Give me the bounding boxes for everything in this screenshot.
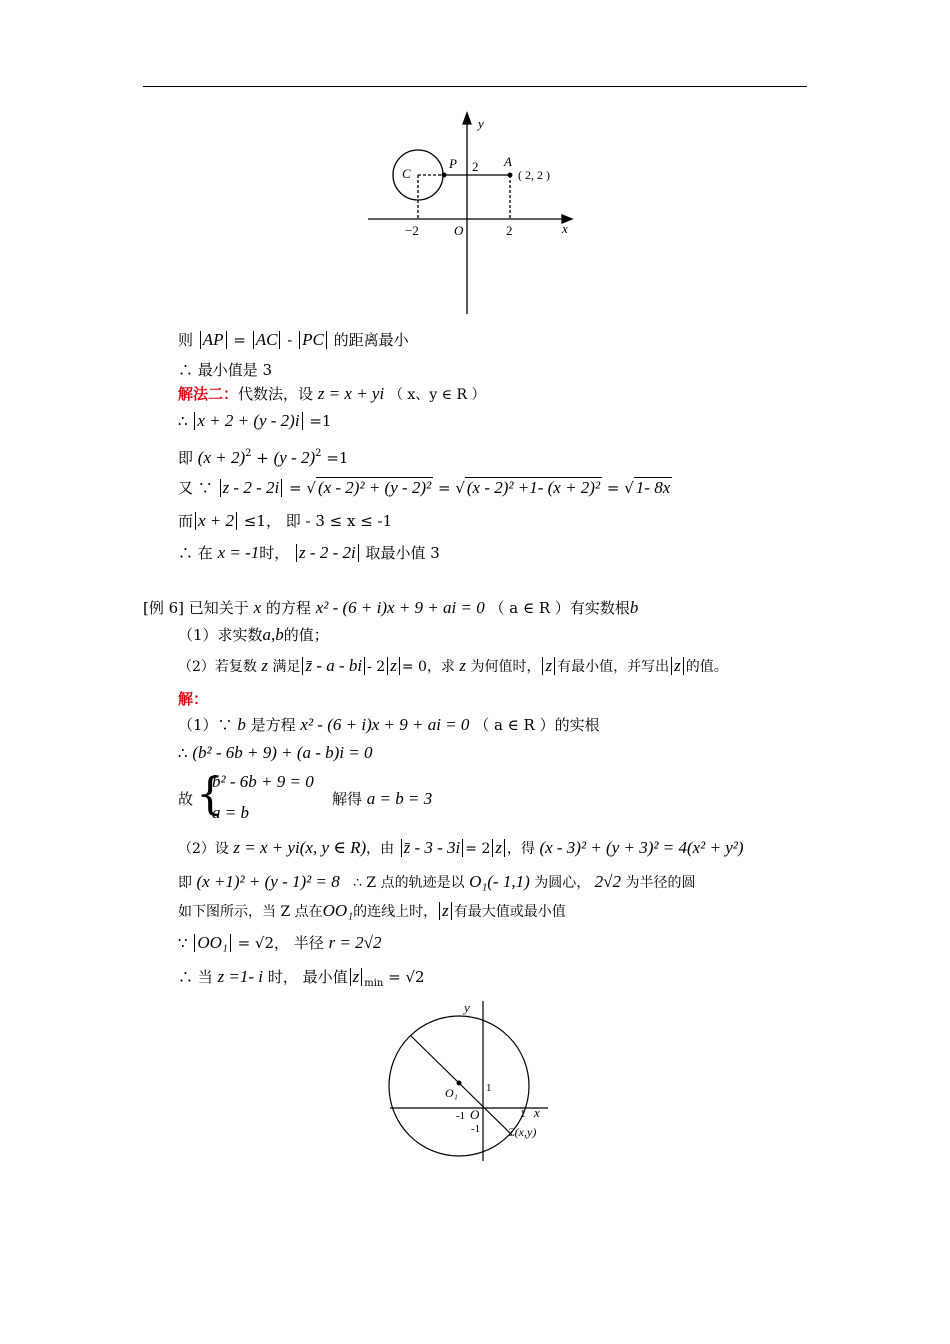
solution-2-distance: ∵ OO₁ = √2， 半径 r = 2√2	[178, 933, 382, 952]
solution-2-locus: 即 (x +1)² + (y - 1)² = 8 ∴ Z 点的轨迹是以 O₁(- 1,1) 为圆心， 2√2 为半径的圆	[178, 872, 696, 891]
fig2-label-o1: O₁	[445, 1086, 458, 1100]
fig1-label-c: C	[402, 166, 411, 181]
line-min-at-x: ∴ 在 x = -1时， z - 2 - 2i 取最小值 3	[178, 543, 440, 562]
line-modulus-derivation: 又 ∵ z - 2 - 2i = √ (x - 2)² + (y - 2)² = √ (x - 2)² +1- (x + 2)² = √ 1- 8x	[178, 478, 671, 497]
fig1-label-a: A	[504, 154, 512, 169]
fig2-label-x: x	[534, 1105, 540, 1120]
solution-heading: 解：	[178, 690, 209, 708]
fig1-label-y: y	[478, 116, 484, 131]
fig1-label-o: O	[454, 223, 464, 238]
fig1-label-2-y: 2	[472, 159, 479, 174]
system-brace: {	[196, 769, 224, 820]
question-1: （1）求实数a,b的值；	[178, 625, 329, 644]
point-a	[508, 173, 513, 178]
fig1-label-neg2: −2	[405, 223, 419, 238]
line-range-x: 而 x + 2 ≤1， 即 - 3 ≤ x ≤ -1	[178, 511, 393, 530]
fig1-label-a-coord: ( 2, 2 )	[518, 168, 550, 182]
fig2-label-neg1-y: -1	[471, 1123, 481, 1135]
solution-1-intro: （1）∵ b 是方程 x² - (6 + i)x + 9 + ai = 0 （ a ∈ R ）的实根	[178, 715, 600, 734]
line-abs-equation: ∴ x + 2 + (y - 2)i =1	[178, 411, 332, 430]
example-6-statement: [例 6] 已知关于 x 的方程 x² - (6 + i)x + 9 + ai = 0 （ a ∈ R ）有实数根b	[143, 598, 639, 617]
figure-locus-circle	[388, 995, 568, 1165]
solution-1-expand: ∴ (b² - 6b + 9) + (a - b)i = 0	[178, 743, 373, 762]
fig1-label-x: x	[562, 221, 568, 236]
line-circle-equation: 即 $(x + 2)^2 + (y - 2)^2 =1$	[178, 448, 349, 467]
fig2-label-o: O	[470, 1107, 480, 1122]
system-row-1: b² - 6b + 9 = 0	[212, 772, 314, 791]
line-ap-distance: 则 AP = AC - PC 的距离最小	[178, 330, 409, 349]
fig2-label-z: Z(x,y)	[508, 1125, 537, 1139]
fig2-label-y: y	[464, 1000, 470, 1015]
line-method-two: 解法二：代数法，设 z = x + yi （ x、y ∈ R ）	[178, 384, 486, 403]
solution-2-figure-note: 如下图所示，当 Z 点在OO₁的连线上时， z 有最大值或最小值	[178, 901, 566, 920]
fig2-label-1-x: 1	[520, 1108, 526, 1120]
header-rule	[143, 86, 807, 87]
y-axis-arrow	[463, 113, 471, 124]
fig1-label-2-x: 2	[506, 223, 513, 238]
solution-1-system-label: 故	[178, 790, 194, 808]
solution-2-min: ∴ 当 z =1- i 时， 最小值 z $_{min}$ = √2	[178, 967, 425, 989]
solution-1-result: 解得 a = b = 3	[332, 789, 433, 808]
point-p	[442, 173, 447, 178]
line-min-value-3: ∴ 最小值是 3	[178, 361, 273, 379]
fig2-label-1-y: 1	[486, 1082, 492, 1094]
question-2: （2）若复数 z 满足 z̄ - a - bi - 2 z = 0，求 z 为何值时， z 有最小值，并写出 z 的值。	[178, 656, 728, 675]
fig1-label-p: P	[449, 156, 457, 171]
system-row-2: a = b	[212, 803, 249, 822]
point-o1	[457, 1081, 462, 1086]
fig2-label-neg1-x: -1	[456, 1110, 466, 1122]
figure-circle-point-a	[360, 108, 590, 318]
solution-2-setup: （2）设 z = x + yi(x, y ∈ R)，由 z̄ - 3 - 3i = 2 z ，得 (x - 3)² + (y + 3)² = 4(x² + y²)	[178, 838, 744, 857]
